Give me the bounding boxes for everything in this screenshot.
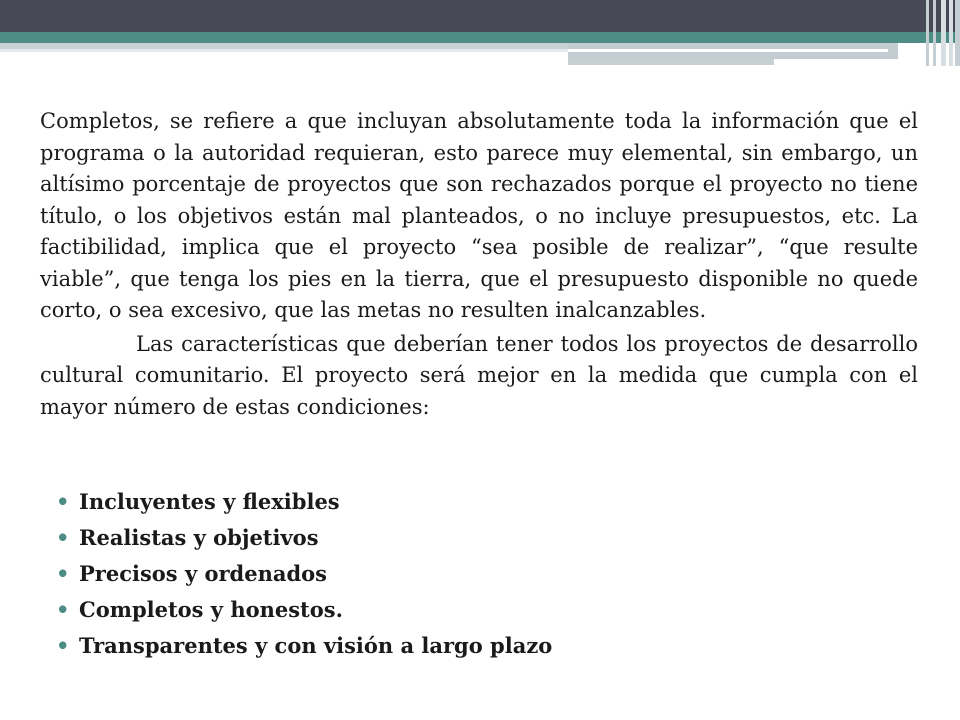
corner-stripe bbox=[926, 0, 929, 66]
list-item-text: Transparentes y con visión a largo plazo bbox=[79, 633, 553, 658]
list-item bbox=[56, 556, 916, 592]
bullet-icon: • bbox=[56, 489, 70, 514]
conditions-list bbox=[56, 484, 916, 664]
list-item-text: Realistas y objetivos bbox=[79, 525, 319, 550]
header-band-highlight bbox=[568, 49, 888, 52]
corner-stripe bbox=[949, 0, 953, 66]
paragraph-caracteristicas: Las características que deberían tener todos los proyectos de desarrollo cultural comunitario. El proyecto será mejor en la medida que cumpla con el mayor número de estas condiciones: bbox=[40, 331, 918, 419]
bullet-icon: • bbox=[56, 525, 70, 550]
bullet-icon: • bbox=[56, 561, 70, 586]
list-item-text: Completos y honestos. bbox=[79, 597, 343, 622]
header-accent-bar bbox=[0, 32, 960, 43]
corner-stripe bbox=[941, 0, 946, 66]
list-item bbox=[56, 520, 916, 556]
list-item bbox=[56, 592, 916, 628]
body-text bbox=[40, 106, 918, 423]
bullet-icon: • bbox=[56, 597, 70, 622]
list-item bbox=[56, 628, 916, 664]
list-item bbox=[56, 484, 916, 520]
corner-stripe bbox=[955, 0, 960, 66]
header-band-lower bbox=[568, 59, 774, 65]
bullet-icon: • bbox=[56, 633, 70, 658]
corner-stripe bbox=[933, 0, 936, 66]
header-dark-bar bbox=[0, 0, 960, 32]
header-band-light bbox=[0, 49, 568, 52]
list-item-text: Precisos y ordenados bbox=[79, 561, 327, 586]
list-item-text: Incluyentes y flexibles bbox=[79, 489, 340, 514]
paragraph-completos: Completos, se refiere a que incluyan absolutamente toda la información que el programa o la autoridad requieran, esto parece muy elemental, sin embargo, un altísimo porcentaje de proyectos que son rechazados porque el proyecto no tiene título, o los objetivos están mal planteados, o no incluye presupuestos, etc. La factibilidad, implica que el proyecto “sea posible de realizar”, “que resulte viable”, que tenga los pies en la tierra, que el presupuesto disponible no quede corto, o sea excesivo, que las metas no resulten inalcanzables. bbox=[40, 109, 918, 322]
